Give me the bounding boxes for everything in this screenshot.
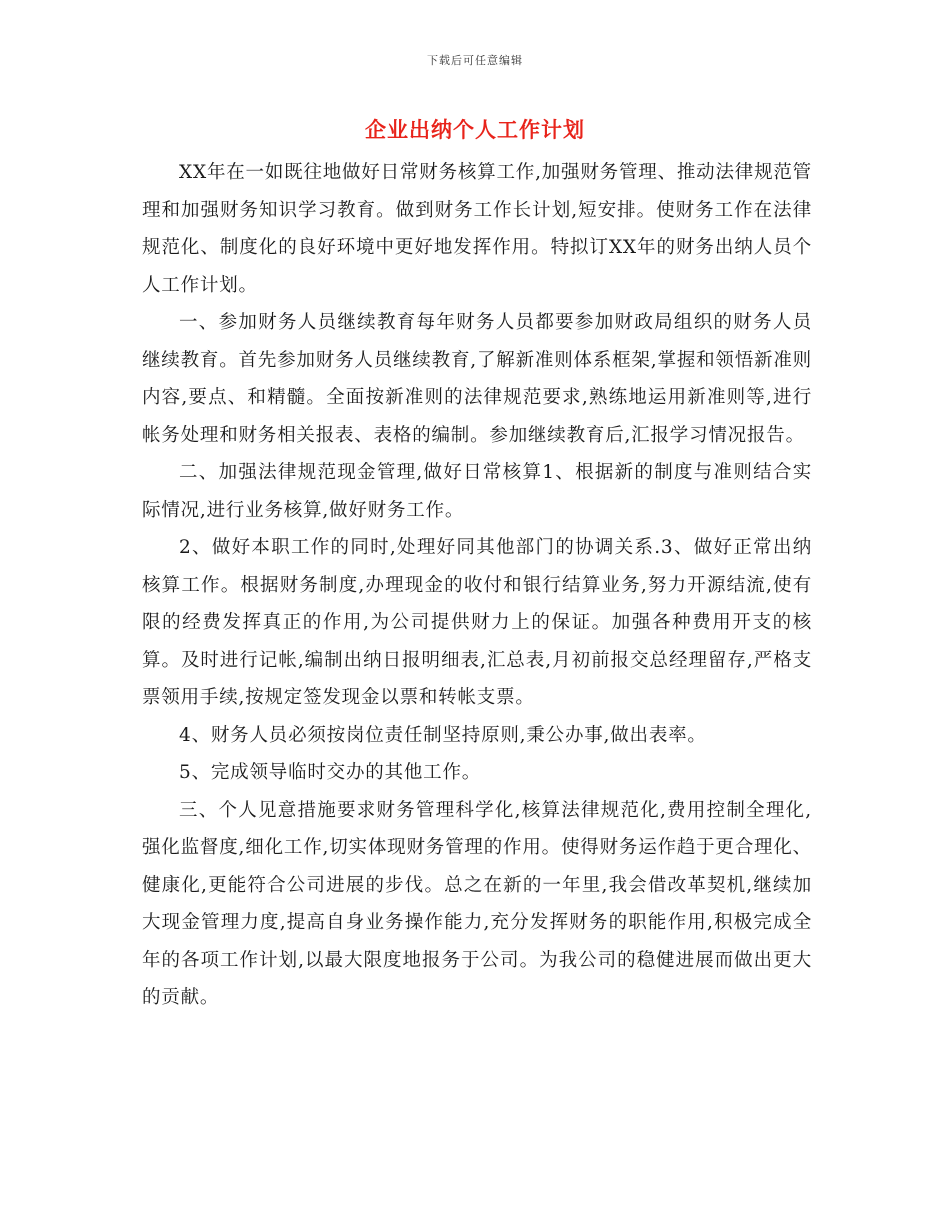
document-body bbox=[142, 154, 812, 1017]
paragraph-section-1: 一、参加财务人员继续教育每年财务人员都要参加财政局组织的财务人员继续教育。首先参加财务人员继续教育,了解新准则体系框架,掌握和领悟新准则内容,要点、和精髓。全面按新准则的法律规范要求,熟练地运用新准则等,进行帐务处理和财务相关报表、表格的编制。参加继续教育后,汇报学习情况报告。 bbox=[142, 312, 812, 446]
paragraph-section-3: 三、个人见意措施要求财务管理科学化,核算法律规范化,费用控制全理化,强化监督度,细化工作,切实体现财务管理的作用。使得财务运作趋于更合理化、健康化,更能符合公司进展的步伐。总之在新的一年里,我会借改革契机,继续加大现金管理力度,提高自身业务操作能力,充分发挥财务的职能作用,积极完成全年的各项工作计划,以最大限度地报务于公司。为我公司的稳健进展而做出更大的贡献。 bbox=[142, 799, 812, 1008]
document-title: 企业出纳个人工作计划 bbox=[365, 117, 585, 142]
paragraph-item-2-3: 2、做好本职工作的同时,处理好同其他部门的协调关系.3、做好正常出纳核算工作。根据财务制度,办理现金的收付和银行结算业务,努力开源结流,使有限的经费发挥真正的作用,为公司提供财力上的保证。加强各种费用开支的核算。及时进行记帐,编制出纳日报明细表,汇总表,月初前报交总经理留存,严格支票领用手续,按规定签发现金以票和转帐支票。 bbox=[142, 537, 812, 708]
paragraph-section-2: 二、加强法律规范现金管理,做好日常核算1、根据新的制度与准则结合实际情况,进行业务核算,做好财务工作。 bbox=[142, 462, 812, 521]
paragraph-item-5: 5、完成领导临时交办的其他工作。 bbox=[179, 762, 482, 783]
paragraph-intro: XX年在一如既往地做好日常财务核算工作,加强财务管理、推动法律规范管理和加强财务知识学习教育。做到财务工作长计划,短安排。使财务工作在法律规范化、制度化的良好环境中更好地发挥作用。特拟订XX年的财务出纳人员个人工作计划。 bbox=[142, 162, 812, 296]
header-note: 下载后可任意编辑 bbox=[427, 54, 523, 67]
paragraph-item-4: 4、财务人员必须按岗位责任制坚持原则,秉公办事,做出表率。 bbox=[179, 724, 707, 746]
